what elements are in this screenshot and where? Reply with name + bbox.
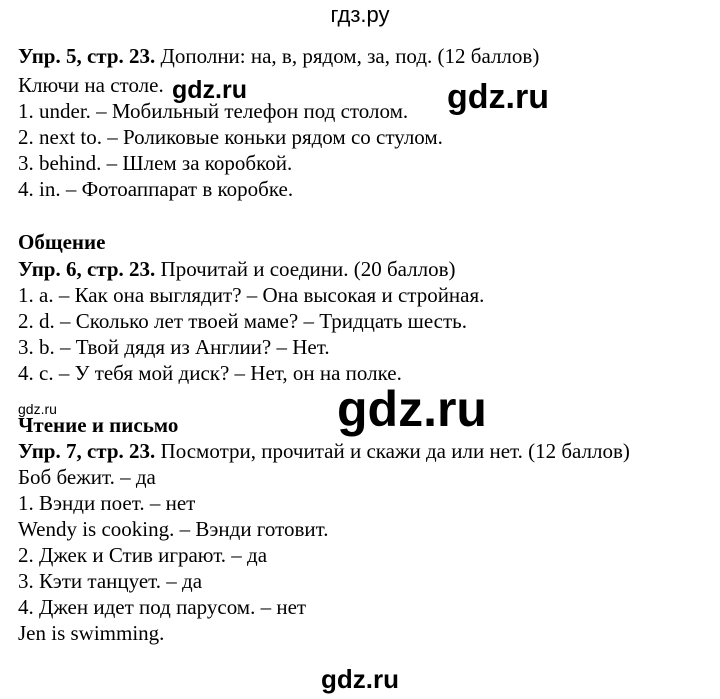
ex6-title	[18, 256, 456, 282]
ex5-title	[18, 43, 539, 69]
watermark-top: гдз.ру	[330, 2, 390, 27]
ex7-title	[18, 438, 630, 464]
ex7-instruction: Посмотри, прочитай и скажи да или нет. (12 баллов)	[155, 439, 630, 463]
watermark-b: gdz.ru	[447, 78, 549, 116]
ex5-line: 2. next to. – Роликовые коньки рядом со стулом.	[18, 125, 443, 149]
ex5-instruction: Дополни: на, в, рядом, за, под. (12 баллов)	[155, 44, 540, 68]
ex5-label: Упр. 5, стр. 23.	[18, 44, 156, 68]
ex7-line: Jen is swimming.	[18, 621, 165, 645]
ex7-line: 2. Джек и Стив играют. – да	[18, 543, 268, 567]
ex7-line: Боб бежит. – да	[18, 465, 156, 489]
ex6-line: 4. c. – У тебя мой диск? – Нет, он на полке.	[18, 361, 402, 385]
watermark-small: gdz.ru	[18, 401, 57, 417]
watermark-bottom: gdz.ru	[321, 664, 399, 694]
ex5-line: 3. behind. – Шлем за коробкой.	[18, 151, 293, 175]
ex6-label: Упр. 6, стр. 23.	[18, 257, 156, 281]
ex6-line: 3. b. – Твой дядя из Англии? – Нет.	[18, 335, 330, 359]
ex5-line: Ключи на столе.	[18, 73, 164, 97]
ex6-instruction: Прочитай и соедини. (20 баллов)	[155, 257, 456, 281]
section-heading-reading-writing: Чтение и письмо	[18, 413, 179, 437]
section-heading-communication: Общение	[18, 230, 106, 254]
watermark-big: gdz.ru	[337, 381, 487, 437]
ex7-label: Упр. 7, стр. 23.	[18, 439, 156, 463]
ex7-line: Wendy is cooking. – Вэнди готовит.	[18, 517, 329, 541]
ex5-line: 1. under. – Мобильный телефон под столом.	[18, 99, 409, 123]
ex7-line: 1. Вэнди поет. – нет	[18, 491, 196, 515]
ex6-line: 1. a. – Как она выглядит? – Она высокая и стройная.	[18, 283, 485, 307]
watermark-a: gdz.ru	[172, 76, 247, 104]
ex5-line: 4. in. – Фотоаппарат в коробке.	[18, 177, 294, 201]
ex7-line: 3. Кэти танцует. – да	[18, 569, 203, 593]
ex7-line: 4. Джен идет под парусом. – нет	[18, 595, 307, 619]
ex6-line: 2. d. – Сколько лет твоей маме? – Тридцать шесть.	[18, 309, 468, 333]
